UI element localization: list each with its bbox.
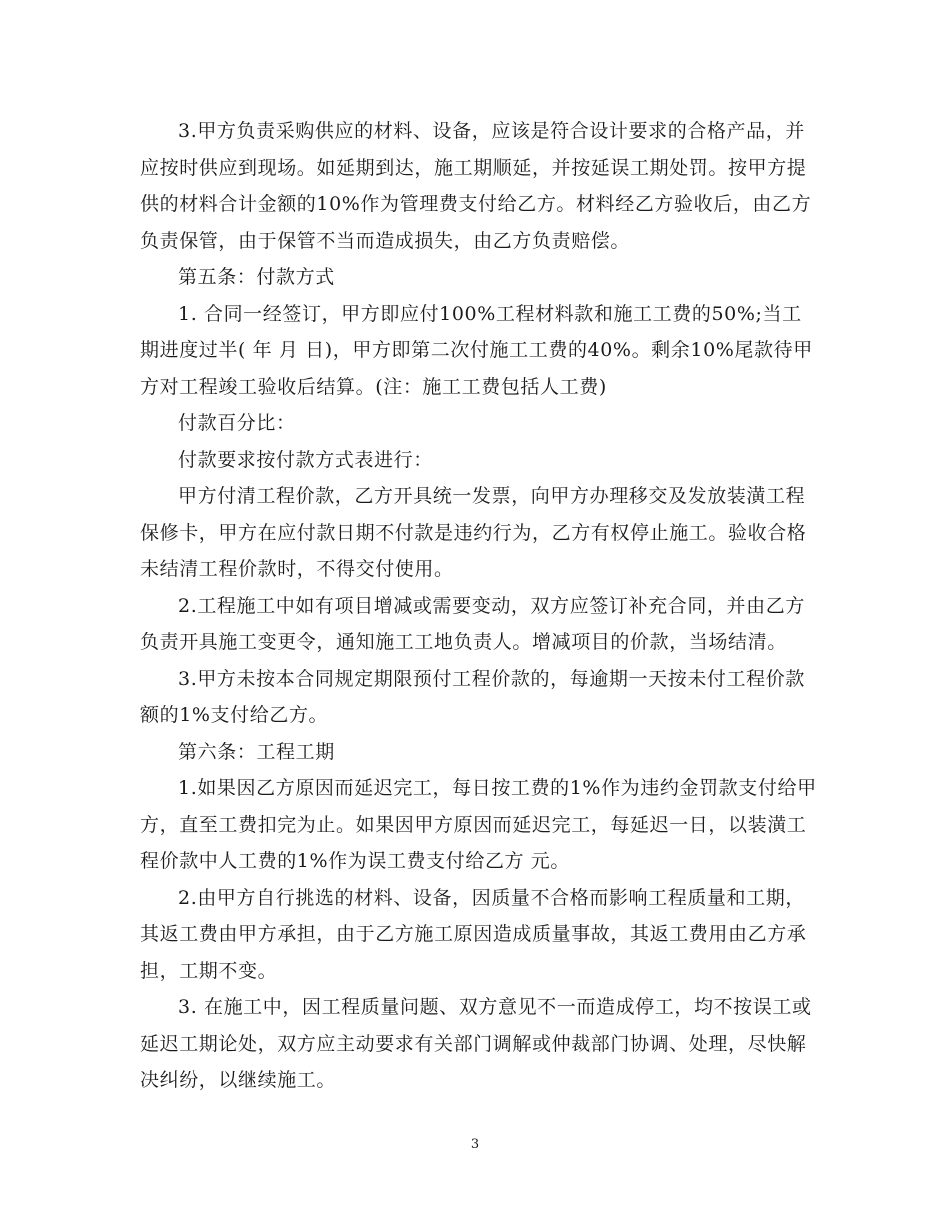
paragraph-final-settlement: 甲方付清工程价款，乙方开具统一发票，向甲方办理移交及发放装潢工程保修卡，甲方在应付款日期不付款是违约行为，乙方有权停止施工。验收合格未结清工程价款时，不得交付使用。 [140, 485, 807, 580]
paragraph-change-orders: 2.工程施工中如有项目增减或需要变动，双方应签订补充合同，并由乙方负责开具施工变更令，通知施工工地负责人。增减项目的价款，当场结清。 [140, 594, 805, 653]
paragraph-payment-percentage: 付款百分比： [178, 412, 296, 434]
paragraph-delay-penalty: 1.如果因乙方原因而延迟完工，每日按工费的1%作为违约金罚款支付给甲方，直至工费扣完为止。如果因甲方原因而延迟完工，每延迟一日，以装潢工程价款中人工费的1%作为误工费支付给乙方 元。 [140, 777, 817, 872]
section-heading-article-5: 第五条：付款方式 [178, 266, 335, 288]
paragraph-payment-schedule: 1. 合同一经签订，甲方即应付100%工程材料款和施工工费的50%;当工期进度过半( 年 月 日)，甲方即第二次付施工工费的40%。剩余10%尾款待甲方对工程竣工验收后结算。(注：施工工费包括人工费) [140, 302, 813, 398]
paragraph-dispute-resolution: 3. 在施工中，因工程质量问题、双方意见不一而造成停工，均不按误工或延迟工期论处，双方应主动要求有关部门调解或仲裁部门协调、处理，尽快解决纠纷，以继续施工。 [140, 996, 812, 1091]
paragraph-payment-requirements: 付款要求按付款方式表进行： [178, 448, 433, 471]
page-number: 3 [470, 1137, 480, 1152]
paragraph-late-payment: 3.甲方未按本合同规定期限预付工程价款的，每逾期一天按未付工程价款额的1%支付给乙方。 [140, 667, 805, 726]
paragraph-material-quality: 2.由甲方自行挑选的材料、设备，因质量不合格而影响工程质量和工期，其返工费由甲方承担，由于乙方施工原因造成质量事故，其返工费用由乙方承担，工期不变。 [140, 886, 807, 982]
document-body [140, 113, 820, 1099]
section-heading-article-6: 第六条：工程工期 [178, 740, 335, 763]
paragraph-material-supply: 3.甲方负责采购供应的材料、设备，应该是符合设计要求的合格产品，并应按时供应到现场。如延期到达，施工期顺延，并按延误工期处罚。按甲方提供的材料合计金额的10%作为管理费支付给乙方。材料经乙方验收后，由乙方负责保管，由于保管不当而造成损失，由乙方负责赔偿。 [140, 120, 812, 252]
